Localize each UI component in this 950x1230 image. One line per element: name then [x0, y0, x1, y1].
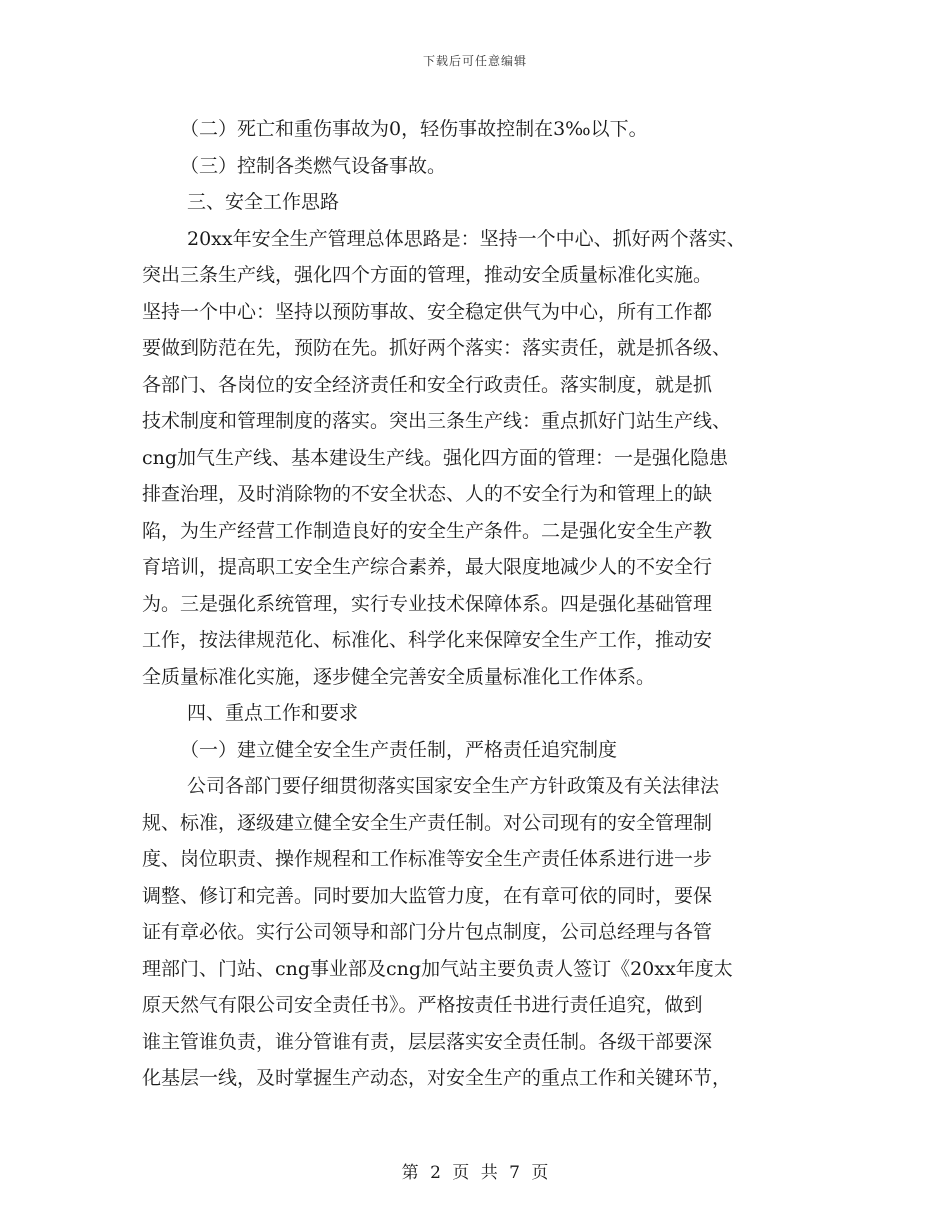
text-line: 陷，为生产经营工作制造良好的安全生产条件。二是强化安全生产教 — [142, 519, 713, 542]
text-line: 要做到防范在先，预防在先。抓好两个落实：落实责任，就是抓各级、 — [142, 337, 732, 359]
text-line: 育培训，提高职工安全生产综合素养，最大限度地减少人的不安全行 — [142, 556, 713, 578]
text-line: 公司各部门要仔细贯彻落实国家安全生产方针政策及有关法律法 — [187, 775, 720, 797]
text-line: 度、岗位职责、操作规程和工作标准等安全生产责任体系进行进一步 — [142, 848, 713, 870]
text-line: 化基层一线，及时掌握生产动态，对安全生产的重点工作和关键环节， — [142, 1067, 732, 1089]
text-line: cng加气生产线、基本建设生产线。强化四方面的管理：一是强化隐患 — [142, 446, 729, 469]
text-line: 各部门、各岗位的安全经济责任和安全行政责任。落实制度，就是抓 — [142, 373, 713, 396]
text-line: 突出三条生产线，强化四个方面的管理，推动安全质量标准化实施。 — [142, 264, 713, 286]
text-line: 20xx年安全生产管理总体思路是：坚持一个中心、抓好两个落实、 — [187, 227, 746, 250]
section-heading: 四、重点工作和要求 — [187, 702, 359, 724]
document-body — [142, 111, 810, 1097]
text-line: 规、标准，逐级建立健全安全生产责任制。对公司现有的安全管理制 — [142, 811, 713, 834]
text-line: 证有章必依。实行公司领导和部门分片包点制度，公司总经理与各管 — [142, 921, 713, 943]
text-line: 排查治理，及时消除物的不安全状态、人的不安全行为和管理上的缺 — [142, 483, 713, 505]
text-line: 坚持一个中心：坚持以预防事故、安全稳定供气为中心，所有工作都 — [142, 300, 713, 323]
text-line: 调整、修订和完善。同时要加大监管力度，在有章可依的同时，要保 — [142, 884, 713, 907]
text-line: （二）死亡和重伤事故为0，轻伤事故控制在3‰以下。 — [180, 118, 648, 140]
text-line: 理部门、门站、cng事业部及cng加气站主要负责人签订《20xx年度太 — [142, 957, 733, 980]
page-number: 第 2 页 共 7 页 — [401, 1163, 549, 1183]
text-line: 工作，按法律规范化、标准化、科学化来保障安全生产工作，推动安 — [142, 629, 713, 651]
text-line: 全质量标准化实施，逐步健全完善安全质量标准化工作体系。 — [142, 665, 656, 688]
text-line: 为。三是强化系统管理，实行专业技术保障体系。四是强化基础管理 — [142, 592, 713, 615]
text-line: （三）控制各类燃气设备事故。 — [180, 154, 447, 177]
text-line: 技术制度和管理制度的落实。突出三条生产线：重点抓好门站生产线、 — [142, 410, 732, 432]
text-line: 谁主管谁负责，谁分管谁有责，层层落实安全责任制。各级干部要深 — [142, 1030, 713, 1053]
text-line: 原天然气有限公司安全责任书》。严格按责任书进行责任追究，做到 — [142, 994, 703, 1016]
section-heading: 三、安全工作思路 — [187, 191, 340, 213]
subsection-heading: （一）建立健全安全生产责任制，严格责任追究制度 — [180, 738, 618, 761]
page-header: 下载后可任意编辑 — [422, 54, 527, 68]
